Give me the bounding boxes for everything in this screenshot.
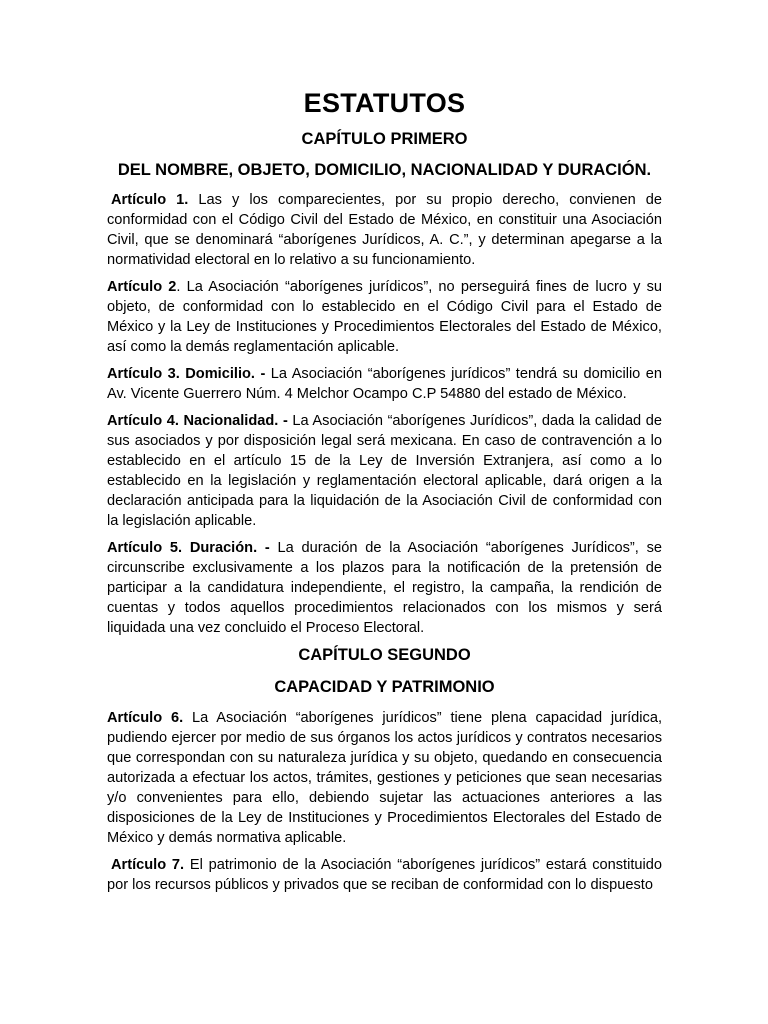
- article-5: [107, 538, 662, 638]
- article-label: Artículo 4. Nacionalidad. -: [107, 413, 288, 429]
- article-text: El patrimonio de la Asociación “aborígenes jurídicos” estará constituido por los recursos públicos y privados que se reciban de conformidad con lo dispuesto: [107, 857, 663, 893]
- article-label: Artículo 3. Domicilio. -: [107, 366, 266, 382]
- article-label: Artículo 5. Duración. -: [107, 540, 270, 556]
- article-4: [107, 411, 662, 531]
- article-3: [107, 364, 662, 404]
- article-label: Artículo 1.: [111, 192, 189, 208]
- article-text: . La Asociación “aborígenes jurídicos”, no perseguirá fines de lucro y su objeto, de conformidad con lo establecido en el Código Civil para el Estado de México y la Ley de Instituciones y Procedimientos Electorales del Estado de México, así como la demás reglamentación aplicable.: [107, 279, 662, 355]
- article-label: Artículo 7.: [111, 857, 185, 873]
- article-1: [107, 190, 662, 270]
- chapter-1-subheading: DEL NOMBRE, OBJETO, DOMICILIO, NACIONALIDAD Y DURACIÓN.: [117, 161, 652, 179]
- chapter-2-subheading: CAPACIDAD Y PATRIMONIO: [274, 678, 495, 696]
- article-text: Las y los comparecientes, por su propio derecho, convienen de conformidad con el Código Civil del Estado de México, en constituir una Asociación Civil, que se denominará “aborígenes Jurídicos, A. C.”, y determinan apegarse a la normatividad electoral en lo relativo a su funcionamiento.: [107, 192, 663, 268]
- article-7: [107, 855, 662, 895]
- article-text: La duración de la Asociación “aborígenes Jurídicos”, se circunscribe exclusivamente a los plazos para la notificación de la pretensión de participar a la candidatura independiente, el registro, la campaña, la rendición de cuentas y todos aquellos procedimientos relacionados con los mismos y será liquidada una vez concluido el Proceso Electoral.: [107, 540, 662, 636]
- article-text: La Asociación “aborígenes jurídicos” tiene plena capacidad jurídica, pudiendo ejercer por medio de sus órganos los actos jurídicos y contratos necesarios que correspondan con su naturaleza jurídica y su objeto, quedando en consecuencia autorizada a efectuar los actos, trámites, gestiones y peticiones que sean necesarias y/o convenientes para ello, debiendo sujetar las actuaciones anteriores a las disposiciones de la Ley de Instituciones y Procedimientos Electorales del Estado de México y demás normativa aplicable.: [107, 710, 663, 846]
- article-6: [107, 708, 662, 848]
- article-text: La Asociación “aborígenes Jurídicos”, dada la calidad de sus asociados y por disposición legal será mexicana. En caso de contravención a lo establecido en el artículo 15 de la Ley de Inversión Extranjera, así como a lo establecido en la legislación y reglamentación electoral aplicable, dará origen a la declaración anticipada para la liquidación de la Asociación Civil de conformidad con la legislación aplicable.: [107, 413, 662, 529]
- chapter-2-heading: CAPÍTULO SEGUNDO: [298, 646, 471, 664]
- article-2: [107, 277, 662, 357]
- article-label: Artículo 2: [107, 279, 177, 295]
- chapter-1-heading: CAPÍTULO PRIMERO: [301, 130, 468, 148]
- article-text: La Asociación “aborígenes jurídicos” tendrá su domicilio en Av. Vicente Guerrero Núm. 4 Melchor Ocampo C.P 54880 del estado de México.: [107, 366, 663, 402]
- document-title: ESTATUTOS: [303, 88, 466, 118]
- article-label: Artículo 6.: [107, 710, 184, 726]
